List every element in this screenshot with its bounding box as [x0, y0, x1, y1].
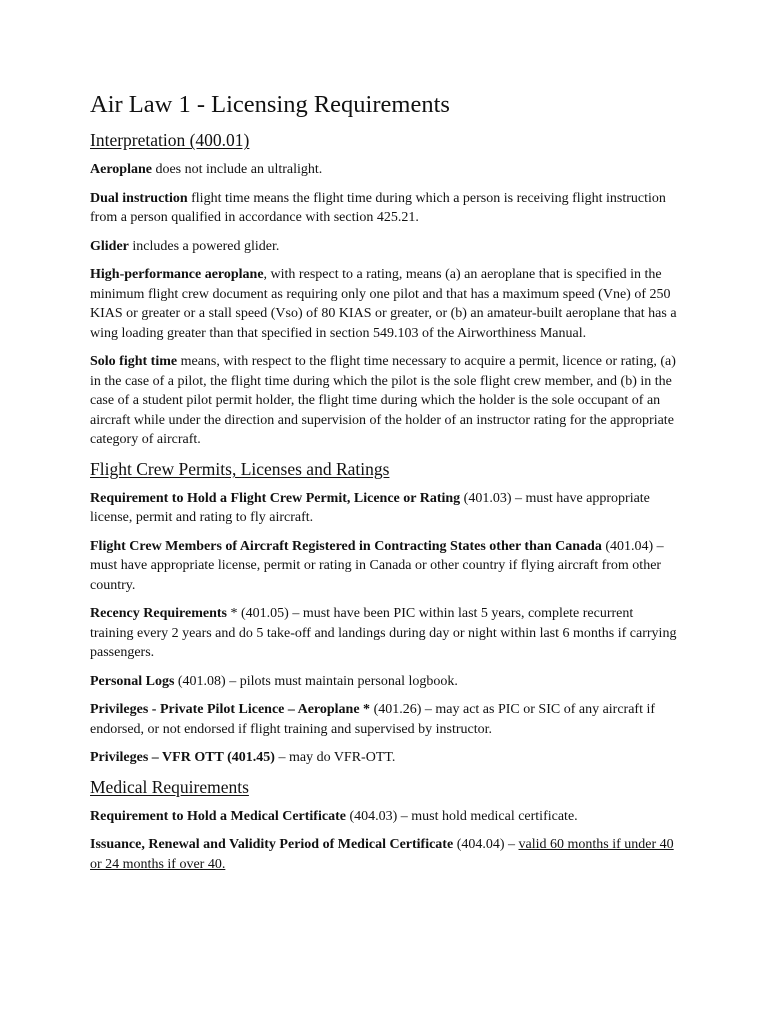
rule-hold-permit: [90, 489, 678, 528]
rule-term: Requirement to Hold a Flight Crew Permit, Licence or Rating: [90, 490, 461, 506]
rule-term: Privileges - Private Pilot Licence – Aeroplane *: [90, 702, 371, 718]
rule-personal-logs: [90, 672, 678, 692]
rule-text: (401.26) – may act as PIC or SIC of any aircraft if endorsed, or not endorsed if flight training and supervised by instructor.: [90, 702, 656, 737]
page-title: Air Law 1 - Licensing Requirements: [90, 91, 450, 118]
rule-term: Requirement to Hold a Medical Certificate: [90, 808, 346, 824]
rule-text: * (401.05) – must have been PIC within last 5 years, complete recurrent training every 2 years and do 5 take-off and landings during day or night within last 6 months if carrying passengers.: [90, 606, 677, 661]
rule-text: (401.03) – must have appropriate license, permit and rating to fly aircraft.: [90, 490, 650, 526]
definition-text: does not include an ultralight.: [151, 162, 323, 178]
definition-text: flight time means the flight time during which a person is receiving flight instruction from a person qualified in accordance with section 425.21.: [90, 190, 666, 226]
section-heading-medical: Medical Requirements: [90, 776, 249, 797]
rule-text: (404.04) –: [453, 837, 519, 853]
definition-term: Solo fight time: [90, 354, 178, 370]
definition-term: Dual instruction: [90, 190, 188, 206]
definition-glider: [90, 237, 678, 257]
definition-text: means, with respect to the flight time necessary to acquire a permit, licence or rating, (a) in the case of a pilot, the flight time during which the pilot is the sole flight crew member, and (b) in the case of a student pilot permit holder, the flight time during which the holder is the sole occupant of an aircraft while under the direction and supervision of the holder of an instructor rating for the appropriate category of aircraft.: [90, 354, 676, 448]
rule-recency: [90, 604, 678, 663]
rule-term: Recency Requirements: [90, 606, 227, 622]
rule-medical-certificate: [90, 807, 678, 827]
rule-text: – may do VFR-OTT.: [274, 750, 396, 766]
section-heading-flight-crew-permits: Flight Crew Permits, Licenses and Ratings: [90, 458, 390, 479]
rule-term: Personal Logs: [90, 673, 175, 689]
definition-solo-flight-time: [90, 352, 678, 450]
rule-term: Issuance, Renewal and Validity Period of Medical Certificate: [90, 837, 454, 853]
definition-high-performance-aeroplane: [90, 265, 678, 343]
rule-text-underlined: valid 60 months if under 40 or 24 months if over 40.: [90, 837, 674, 872]
definition-text: includes a powered glider.: [128, 238, 280, 254]
definition-term: High-performance aeroplane: [90, 267, 264, 283]
rule-term: Privileges – VFR OTT (401.45): [90, 750, 275, 766]
rule-text: (401.08) – pilots must maintain personal logbook.: [174, 673, 458, 689]
definition-aeroplane: [90, 160, 678, 180]
rule-vfr-ott: [90, 748, 678, 768]
section-heading-interpretation: Interpretation (400.01): [90, 130, 250, 151]
definition-text: , with respect to a rating, means (a) an aeroplane that is specified in the minimum flight crew document as requiring only one pilot and that has a maximum speed (Vne) of 250 KIAS or greater or a stall speed (Vso) of 80 KIAS or greater, or (b) an amateur-built aeroplane that has a wing loading greater than that specified in section 549.103 of the Airworthiness Manual.: [90, 267, 677, 341]
rule-medical-validity: [90, 835, 678, 874]
definition-dual-instruction: [90, 189, 678, 228]
rule-text: (401.04) – must have appropriate license, permit or rating in Canada or other country if flying aircraft from other country.: [90, 538, 664, 593]
rule-ppl-privileges: [90, 700, 678, 739]
definition-term: Aeroplane: [90, 162, 152, 178]
rule-text: (404.03) – must hold medical certificate.: [345, 808, 578, 824]
definition-term: Glider: [90, 238, 129, 254]
rule-term: Flight Crew Members of Aircraft Registered in Contracting States other than Canada: [90, 538, 602, 554]
rule-contracting-states: [90, 537, 678, 596]
